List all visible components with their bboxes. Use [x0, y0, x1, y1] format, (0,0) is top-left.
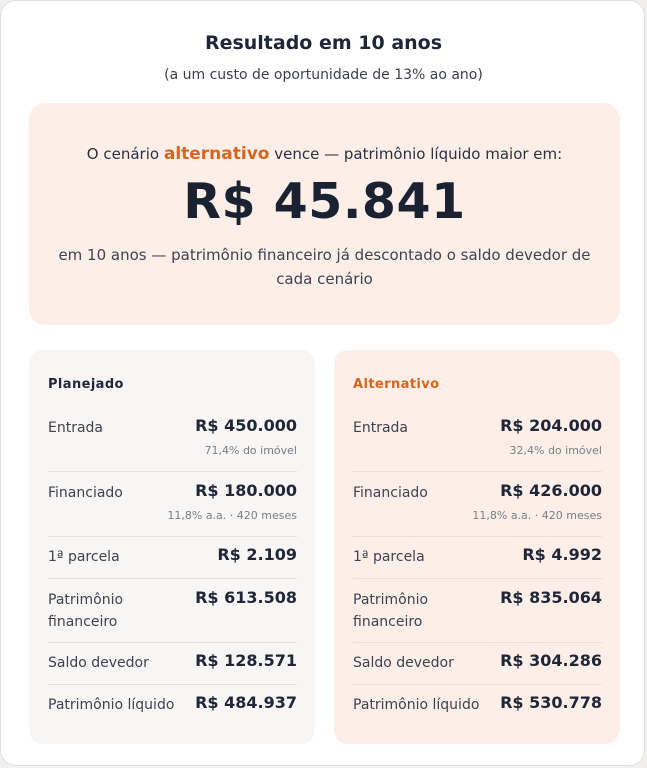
winner-description: em 10 anos — patrimônio financeiro já descontado o saldo devedor de cada cenário [58, 246, 591, 288]
patrimonio-label-cont: financeiro [353, 614, 423, 630]
alternative-scenario-panel [334, 350, 620, 744]
saldo-label: Saldo devedor [48, 655, 149, 671]
saldo-value: R$ 304.286 [500, 651, 602, 670]
planned-liquido-row [48, 693, 297, 719]
alternative-patrimonio-row [353, 588, 602, 634]
planned-parcela-row [48, 544, 297, 570]
alternative-liquido-row [353, 693, 602, 719]
patrimonio-value: R$ 613.508 [195, 588, 297, 607]
patrimonio-label-cont: financeiro [48, 614, 118, 630]
alternative-saldo-row [353, 651, 602, 677]
winner-prefix: O cenário [86, 145, 160, 163]
planned-financiado-row [48, 481, 297, 525]
planned-scenario-panel [29, 350, 315, 744]
financiado-label: Financiado [353, 485, 428, 501]
alternative-heading: Alternativo [353, 377, 440, 392]
liquido-value: R$ 530.778 [500, 693, 602, 712]
saldo-value: R$ 128.571 [195, 651, 297, 670]
entrada-label: Entrada [353, 420, 409, 436]
entrada-note: 71,4% do imóvel [204, 444, 297, 457]
liquido-label: Patrimônio líquido [353, 697, 480, 713]
entrada-value: R$ 450.000 [195, 416, 297, 435]
winner-difference-amount: R$ 45.841 [183, 173, 466, 230]
divider [48, 536, 297, 537]
saldo-label: Saldo devedor [353, 655, 454, 671]
financiado-value: R$ 426.000 [500, 481, 602, 500]
entrada-note: 32,4% do imóvel [509, 444, 602, 457]
page-title: Resultado em 10 anos [204, 32, 443, 54]
divider [353, 471, 602, 472]
parcela-value: R$ 4.992 [522, 545, 602, 564]
alternative-entrada-row [353, 416, 602, 460]
liquido-label: Patrimônio líquido [48, 697, 175, 713]
parcela-label: 1ª parcela [48, 549, 120, 565]
financiado-value: R$ 180.000 [195, 481, 297, 500]
patrimonio-label: Patrimônio [48, 592, 124, 608]
divider [48, 578, 297, 579]
winner-statement [29, 144, 620, 164]
financiado-label: Financiado [48, 485, 123, 501]
parcela-label: 1ª parcela [353, 549, 425, 565]
divider [353, 578, 602, 579]
winner-scenario: alternativo [163, 144, 270, 164]
entrada-label: Entrada [48, 420, 104, 436]
alternative-financiado-row [353, 481, 602, 525]
patrimonio-value: R$ 835.064 [500, 588, 602, 607]
divider [48, 642, 297, 643]
page-subtitle: (a um custo de oportunidade de 13% ao ano) [164, 67, 483, 83]
winner-suffix: vence — patrimônio líquido maior em: [274, 145, 563, 163]
planned-entrada-row [48, 416, 297, 460]
liquido-value: R$ 484.937 [195, 693, 297, 712]
alternative-parcela-row [353, 544, 602, 570]
financiado-note: 11,8% a.a. · 420 meses [472, 509, 602, 522]
planned-patrimonio-row [48, 588, 297, 634]
divider [48, 471, 297, 472]
divider [353, 536, 602, 537]
divider [353, 684, 602, 685]
patrimonio-label: Patrimônio [353, 592, 429, 608]
planned-saldo-row [48, 651, 297, 677]
divider [353, 642, 602, 643]
winner-banner [29, 103, 620, 325]
financiado-note: 11,8% a.a. · 420 meses [167, 509, 297, 522]
divider [48, 684, 297, 685]
planned-heading: Planejado [48, 377, 124, 392]
entrada-value: R$ 204.000 [500, 416, 602, 435]
parcela-value: R$ 2.109 [217, 545, 297, 564]
